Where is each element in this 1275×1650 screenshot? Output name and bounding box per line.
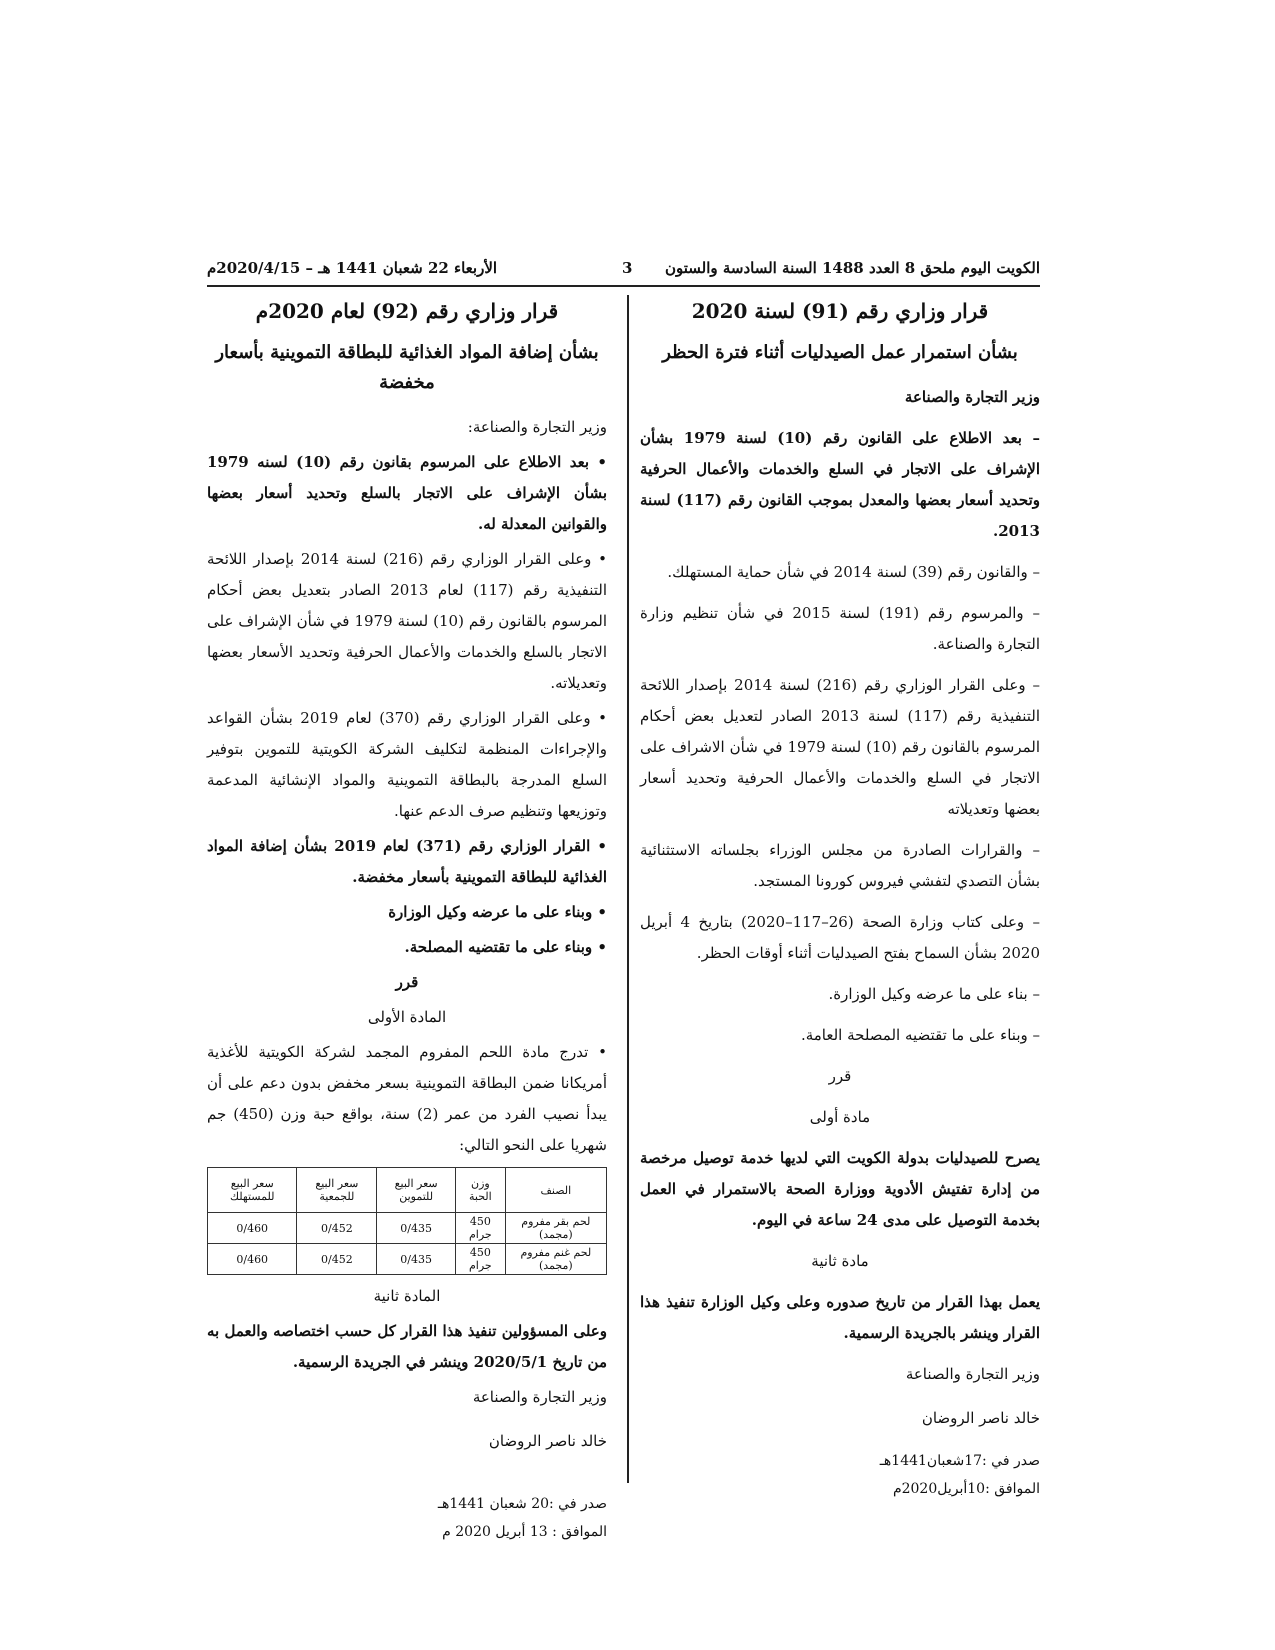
table-cell: 0/452 bbox=[297, 1244, 377, 1275]
article-2-text: يعمل بهذا القرار من تاريخ صدوره وعلى وكيل الوزارة تنفيذ هذا القرار وينشر بالجريدة الرسمية. bbox=[640, 1293, 1040, 1342]
corresponding-date: الموافق :10أبريل2020م bbox=[892, 1481, 1040, 1497]
table-cell: لحم غنم مفروم (مجمد) bbox=[505, 1244, 606, 1275]
table-row bbox=[208, 1213, 607, 1244]
table-cell: لحم بقر مفروم (مجمد) bbox=[505, 1213, 606, 1244]
clause: • وعلى القرار الوزاري رقم (370) لعام 2019 بشأن القواعد والإجراءات المنظمة لتكليف الشركة الكويتية للتموين بتوفير السلع المدرجة بالبطاقة التموينية والمواد الإنشائية المدعمة وتوزيعها وتنظيم صرف الدعم عنها. bbox=[207, 709, 607, 820]
clause: – بعد الاطلاع على القانون رقم (10) لسنة 1979 بشأن الإشراف على الاتجار في السلع والخدمات والأعمال الحرفية وتحديد أسعار بعضها والمعدل بموجب القانون رقم (117) لسنة 2013. bbox=[640, 429, 1040, 540]
issue-date: الأربعاء 22 شعبان 1441 هـ – 2020/4/15م bbox=[207, 259, 498, 277]
table-cell: 450 جرام bbox=[456, 1213, 506, 1244]
decision-91 bbox=[640, 296, 1040, 1503]
column-header: سعر البيع للجمعية bbox=[297, 1168, 377, 1213]
page-number: 3 bbox=[622, 259, 633, 277]
table-row bbox=[208, 1244, 607, 1275]
signature-name: خالد ناصر الروضان bbox=[488, 1432, 607, 1450]
article-1-title: مادة أولى bbox=[809, 1108, 871, 1126]
signature-title: وزير التجارة والصناعة bbox=[905, 1365, 1040, 1383]
table-cell: 450 جرام bbox=[456, 1244, 506, 1275]
page-header bbox=[207, 257, 1040, 287]
column-header: سعر البيع للتموين bbox=[377, 1168, 456, 1213]
decision-92-subtitle: بشأن إضافة المواد الغذائية للبطاقة التموينية بأسعار مخفضة bbox=[215, 342, 599, 393]
column-divider bbox=[627, 295, 629, 1483]
decision-91-title: قرار وزاري رقم (91) لسنة 2020 bbox=[691, 299, 989, 323]
clause: • وبناء على ما تقتضيه المصلحة. bbox=[404, 938, 607, 956]
corresponding-date: الموافق : 13 أبريل 2020 م bbox=[442, 1524, 607, 1540]
decided-heading: قرر bbox=[395, 973, 419, 991]
clause: – والقانون رقم (39) لسنة 2014 في شأن حماية المستهلك. bbox=[667, 563, 1040, 581]
table-cell: 0/460 bbox=[208, 1244, 297, 1275]
decision-92-title: قرار وزاري رقم (92) لعام 2020م bbox=[255, 299, 559, 323]
clause: • القرار الوزاري رقم (371) لعام 2019 بشأن إضافة المواد الغذائية للبطاقة التموينية بأسعار مخفضة. bbox=[207, 837, 607, 886]
decided-heading: قرر bbox=[828, 1067, 852, 1085]
article-1-title: المادة الأولى bbox=[367, 1008, 447, 1026]
minister-intro: وزير التجارة والصناعة: bbox=[467, 418, 607, 436]
table-header-row bbox=[208, 1168, 607, 1213]
article-1-text: • تدرج مادة اللحم المفروم المجمد لشركة الكويتية للأغذية أمريكانا ضمن البطاقة التموينية بسعر مخفض بدون دعم على أن يبدأ نصيب الفرد من عمر (2) سنة، بواقع حبة وزن (450) جم شهريا على النحو التالي: bbox=[207, 1043, 607, 1154]
clause: – بناء على ما عرضه وكيل الوزارة. bbox=[828, 985, 1040, 1003]
clause: • وبناء على ما عرضه وكيل الوزارة bbox=[388, 903, 607, 921]
clause: – وعلى كتاب وزارة الصحة (26–117–2020) بتاريخ 4 أبريل 2020 بشأن السماح بفتح الصيدليات أثناء أوقات الحظر. bbox=[640, 913, 1040, 962]
signature-title: وزير التجارة والصناعة bbox=[472, 1388, 607, 1406]
clause: – وعلى القرار الوزاري رقم (216) لسنة 2014 بإصدار اللائحة التنفيذية رقم (117) لسنة 2013 الصادر لتعديل بعض أحكام المرسوم بالقانون رقم (10) لسنة 1979 في شأن الاشراف على الاتجار في السلع والخدمات والأعمال الحرفية وتحديد أسعار بعضها وتعديلاته bbox=[640, 676, 1041, 818]
clause: • وعلى القرار الوزاري رقم (216) لسنة 2014 بإصدار اللائحة التنفيذية رقم (117) لعام 2013 الصادر بتعديل بعض أحكام المرسوم بالقانون رقم (10) لسنة 1979 في شأن الإشراف على الاتجار بالسلع والخدمات والأعمال الحرفية وتحديد الأسعار بعضها وتعديلاته. bbox=[207, 550, 608, 692]
minister-intro: وزير التجارة والصناعة bbox=[904, 388, 1040, 406]
table-cell: 0/452 bbox=[297, 1213, 377, 1244]
price-table bbox=[207, 1167, 607, 1275]
article-1-text: يصرح للصيدليات بدولة الكويت التي لديها خدمة توصيل مرخصة من إدارة تفتيش الأدوية ووزارة الصحة بالاستمرار في العمل بخدمة التوصيل على مدى 24 ساعة في اليوم. bbox=[640, 1149, 1040, 1229]
issued-date: صدر في :20 شعبان 1441هـ bbox=[437, 1496, 607, 1512]
clause: – والقرارات الصادرة من مجلس الوزراء بجلساته الاستثنائية بشأن التصدي لتفشي فيروس كورونا المستجد. bbox=[640, 841, 1040, 890]
gazette-issue: الكويت اليوم ملحق 8 العدد 1488 السنة السادسة والستون bbox=[664, 259, 1040, 277]
clause: – وبناء على ما تقتضيه المصلحة العامة. bbox=[800, 1026, 1040, 1044]
column-header: سعر البيع للمستهلك bbox=[208, 1168, 297, 1213]
article-2-title: مادة ثانية bbox=[811, 1252, 869, 1270]
column-header: وزن الحبة bbox=[456, 1168, 506, 1213]
table-cell: 0/435 bbox=[377, 1213, 456, 1244]
decision-91-subtitle: بشأن استمرار عمل الصيدليات أثناء فترة الحظر bbox=[662, 342, 1018, 363]
table-cell: 0/460 bbox=[208, 1213, 297, 1244]
decision-92 bbox=[207, 296, 607, 1546]
issued-date: صدر في :17شعبان1441هـ bbox=[879, 1453, 1040, 1469]
clause: – والمرسوم رقم (191) لسنة 2015 في شأن تنظيم وزارة التجارة والصناعة. bbox=[640, 604, 1040, 653]
column-header: الصنف bbox=[505, 1168, 606, 1213]
clause: • بعد الاطلاع على المرسوم بقانون رقم (10) لسنه 1979 بشأن الإشراف على الاتجار بالسلع وتحديد أسعار بعضها والقوانين المعدلة له. bbox=[207, 453, 608, 533]
article-2-text: وعلى المسؤولين تنفيذ هذا القرار كل حسب اختصاصه والعمل به من تاريخ 2020/5/1 وينشر في الجريدة الرسمية. bbox=[207, 1322, 607, 1371]
table-cell: 0/435 bbox=[377, 1244, 456, 1275]
article-2-title: المادة ثانية bbox=[373, 1287, 441, 1305]
signature-name: خالد ناصر الروضان bbox=[921, 1409, 1040, 1427]
